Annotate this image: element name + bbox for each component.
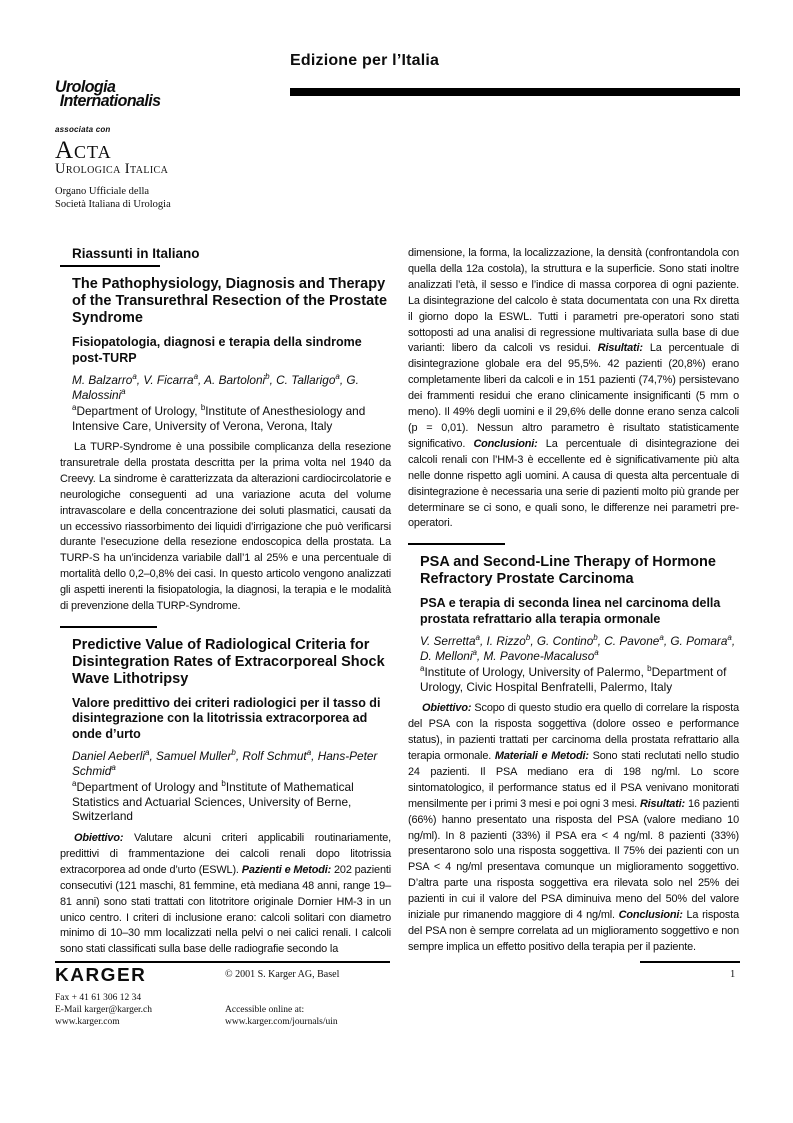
article-psa (408, 554, 739, 956)
journal-masthead (55, 77, 275, 211)
article-eswl (60, 637, 391, 958)
article-subtitle-italian: PSA e terapia di seconda linea nel carcinoma della prostata refrattario alla terapia ormonale (420, 596, 721, 626)
article-divider-rule (60, 626, 157, 628)
website-line: www.karger.com (55, 1017, 120, 1027)
header-bar (290, 88, 740, 96)
article-abstract: La TURP-Syndrome è una possibile complicanza della resezione transuretrale della prostata descritta per la prima volta nel 1940 da Creevy. La sindrome è caratterizzata da alterazioni cardiocircolatorie e neurologiche conseguenti ad una variazione acuta del volume intravascolare e della concentrazione dei soluti plasmatici, causati da un eccessivo riassorbimento dei liquidi d’irrigazione che può verificarsi durante l’esecuzione della resezione endoscopica della prostata. La TURP-S ha un’incidenza variabile dall’1 al 25% e una percentuale di mortalità dello 0,2–0,8% dei casi. In questo articolo vengono analizzati gli aspetti inerenti la fisiopatologia, la diagnosi, la terapia e le modalità di prevenzione della TURP-Syndrome. (60, 441, 391, 613)
acta-logo-line1: Acta (55, 137, 112, 164)
publisher-contact-block (55, 992, 152, 1028)
acta-logo-line2: Urologica Italica (55, 161, 169, 177)
article-subtitle-italian: Valore predittivo dei criteri radiologici per il tasso di disintegrazione con la litotrissia extracorporea ad onde d’urto (72, 695, 381, 741)
page-number: 1 (730, 969, 736, 980)
journal-logo (55, 77, 262, 110)
article-subtitle-italian: Fisiopatologia, diagnosi e terapia della sindrome post-TURP (72, 335, 362, 365)
article-turp-syndrome (60, 276, 391, 615)
official-organ-line1: Organo Ufficiale della (55, 186, 150, 197)
article-authors: M. Balzarro$^a$, V. Ficarra$^a$, A. Bartoloni$^b$, C. Tallarigo$^a$, G. Malossini$^a$ (72, 372, 359, 402)
online-access-block (225, 1004, 338, 1028)
online-access-label: Accessible online at: (225, 1005, 305, 1015)
fax-line: Fax + 41 61 306 12 34 (55, 993, 142, 1003)
section-heading: Riassunti in Italiano (72, 246, 200, 261)
article-authors: Daniel Aeberli$^a$, Samuel Muller$^b$, Rolf Schmut$^a$, Hans-Peter Schmid$^a$ (72, 748, 378, 778)
journal-logo-line2: Internationalis (59, 91, 161, 110)
article-abstract-part1: Obiettivo: Valutare alcuni criteri applicabili routinariamente, predittivi di frammentazione dei calcoli renali dopo litotrissia extracorporea ad onde d’urto (ESWL). Pazienti e Metodi: 202 pazienti consecutivi (121 maschi, 81 femmine, età mediana 48 anni, range 19–81 anni) sono stati trattati con litotritore originale Dornier HM-3 in un unico centro. I criteri di inclusione erano: calcoli solitari con diametro minimo di 10–30 mm localizzati nella pelvi o nei calici renali. I calcoli sono stati classificati sulla base delle radiografie secondo la (60, 831, 391, 956)
online-access-url: www.karger.com/journals/uin (225, 1017, 338, 1027)
footer-rule-left (55, 961, 390, 963)
article-authors: V. Serretta$^a$, I. Rizzo$^b$, G. Contino$^b$, C. Pavone$^a$, G. Pomara$^a$, D. Melloni$^a$, M. Pavone-Macaluso$^a$ (420, 633, 736, 663)
edition-title: Edizione per l’Italia (290, 52, 440, 69)
left-column (60, 246, 391, 958)
associated-with-label: associata con (55, 125, 111, 134)
copyright-notice: © 2001 S. Karger AG, Basel (225, 969, 340, 980)
email-line: E-Mail karger@karger.ch (55, 1005, 153, 1015)
article-abstract: Obiettivo: Scopo di questo studio era quello di correlare la risposta del PSA con la risposta soggettiva (dolore osseo e performance status), in pazienti trattati per carcinoma della prostata refrattario alla terapia ormonale. Materiali e Metodi: Sono stati reclutati nello studio 24 pazienti. Il PSA mediano era di 198 ng/ml. Lo score sintomatologico, il performance status ed il PSA venivano monitorati mensilmente per i primi 3 mesi e poi ogni 3 mesi. Risultati: 16 pazienti (66%) hanno presentato una risposta del PSA (valore mediano 10 ng/ml). In 8 pazienti (33%) il PSA era < 4 ng/ml. 8 pazienti (33%) presentarono solo una risposta soggettiva. Il 75% dei pazienti con un PSA < 4 ng/ml presentava comunque un miglioramento soggettivo. D’altra parte una risposta soggettiva era rilevata solo nel 25% dei pazienti in cui il valore del PSA diminuiva meno del 50% del valore iniziale pur rimanendo maggiore di 4 ng/ml. Conclusioni: La risposta del PSA non è sempre correlata ad un miglioramento soggettivo e non sempre implica un effetto positivo della terapia per il paziente. (408, 702, 740, 953)
official-organ-line2: Società Italiana di Urologia (55, 198, 171, 210)
right-column (408, 246, 739, 956)
article-divider-rule (408, 543, 505, 545)
article-title: The Pathophysiology, Diagnosis and Therapy of the Transurethral Resection of the Prostate Syndrome (72, 276, 388, 326)
journal-logo-line1: Urologia (55, 77, 116, 96)
article-title: PSA and Second-Line Therapy of Hormone Refractory Prostate Carcinoma (420, 554, 716, 588)
karger-logo: KARGER (55, 966, 147, 986)
footer-rule-right (640, 961, 740, 963)
section-heading-rule (60, 265, 160, 267)
article-abstract-part2: dimensione, la forma, la localizzazione, la densità (confrontandola con quella della 12a costola), la struttura e la superficie. Sono stati inoltre analizzati l’età, il sesso e l’indice di massa corporea di ogni paziente. La disintegrazione del calcolo è stata documentata con una Rx diretta il giorno dopo la ESWL. Tutti i parametri pre-operatori sono stati sottoposti ad una analisi di regressione multivariata sulla base di due varianti: libero da calcoli vs residui. Risultati: La percentuale di disintegrazione globale era del 95,5%. 42 pazienti (20,8%) erano completamente liberi da calcoli e in 151 pazienti (74,7%) persistevano dei frammenti residui che erano clinicamente insignificanti (5 mm o meno). Il 49% degli uomini e il 29,6% delle donne erano senza calcoli (p = 0,01). Nessun altro parametro è risultato statisticamente significativo. Conclusioni: La percentuale di disintegrazione dei calcoli renali con l’HM-3 è eccellente ed è significativamente più alta nelle donne rispetto agli uomini. A causa di questa alta percentuale di disintegrazione è necessaria una serie di pazienti molto più grande per determinare se ci sono, e quali sono, le differenze nei parametri pre-operatori. (408, 247, 739, 530)
article-affiliation: $^a$Department of Urology, $^b$Institute of Anesthesiology and Intensive Care, University of Verona, Verona, Italy (72, 403, 366, 433)
article-title: Predictive Value of Radiological Criteria for Disintegration Rates of Extracorporeal Shock Wave Lithotripsy (72, 636, 385, 687)
official-organ-label (55, 186, 275, 211)
article-affiliation: $^a$Department of Urology and $^b$Institute of Mathematical Statistics and Actuarial Sciences, University of Berne, Switzerland (72, 779, 354, 824)
article-affiliation: $^a$Institute of Urology, University of Palermo, $^b$Department of Urology, Civic Hospital Benfratelli, Palermo, Italy (420, 664, 727, 694)
